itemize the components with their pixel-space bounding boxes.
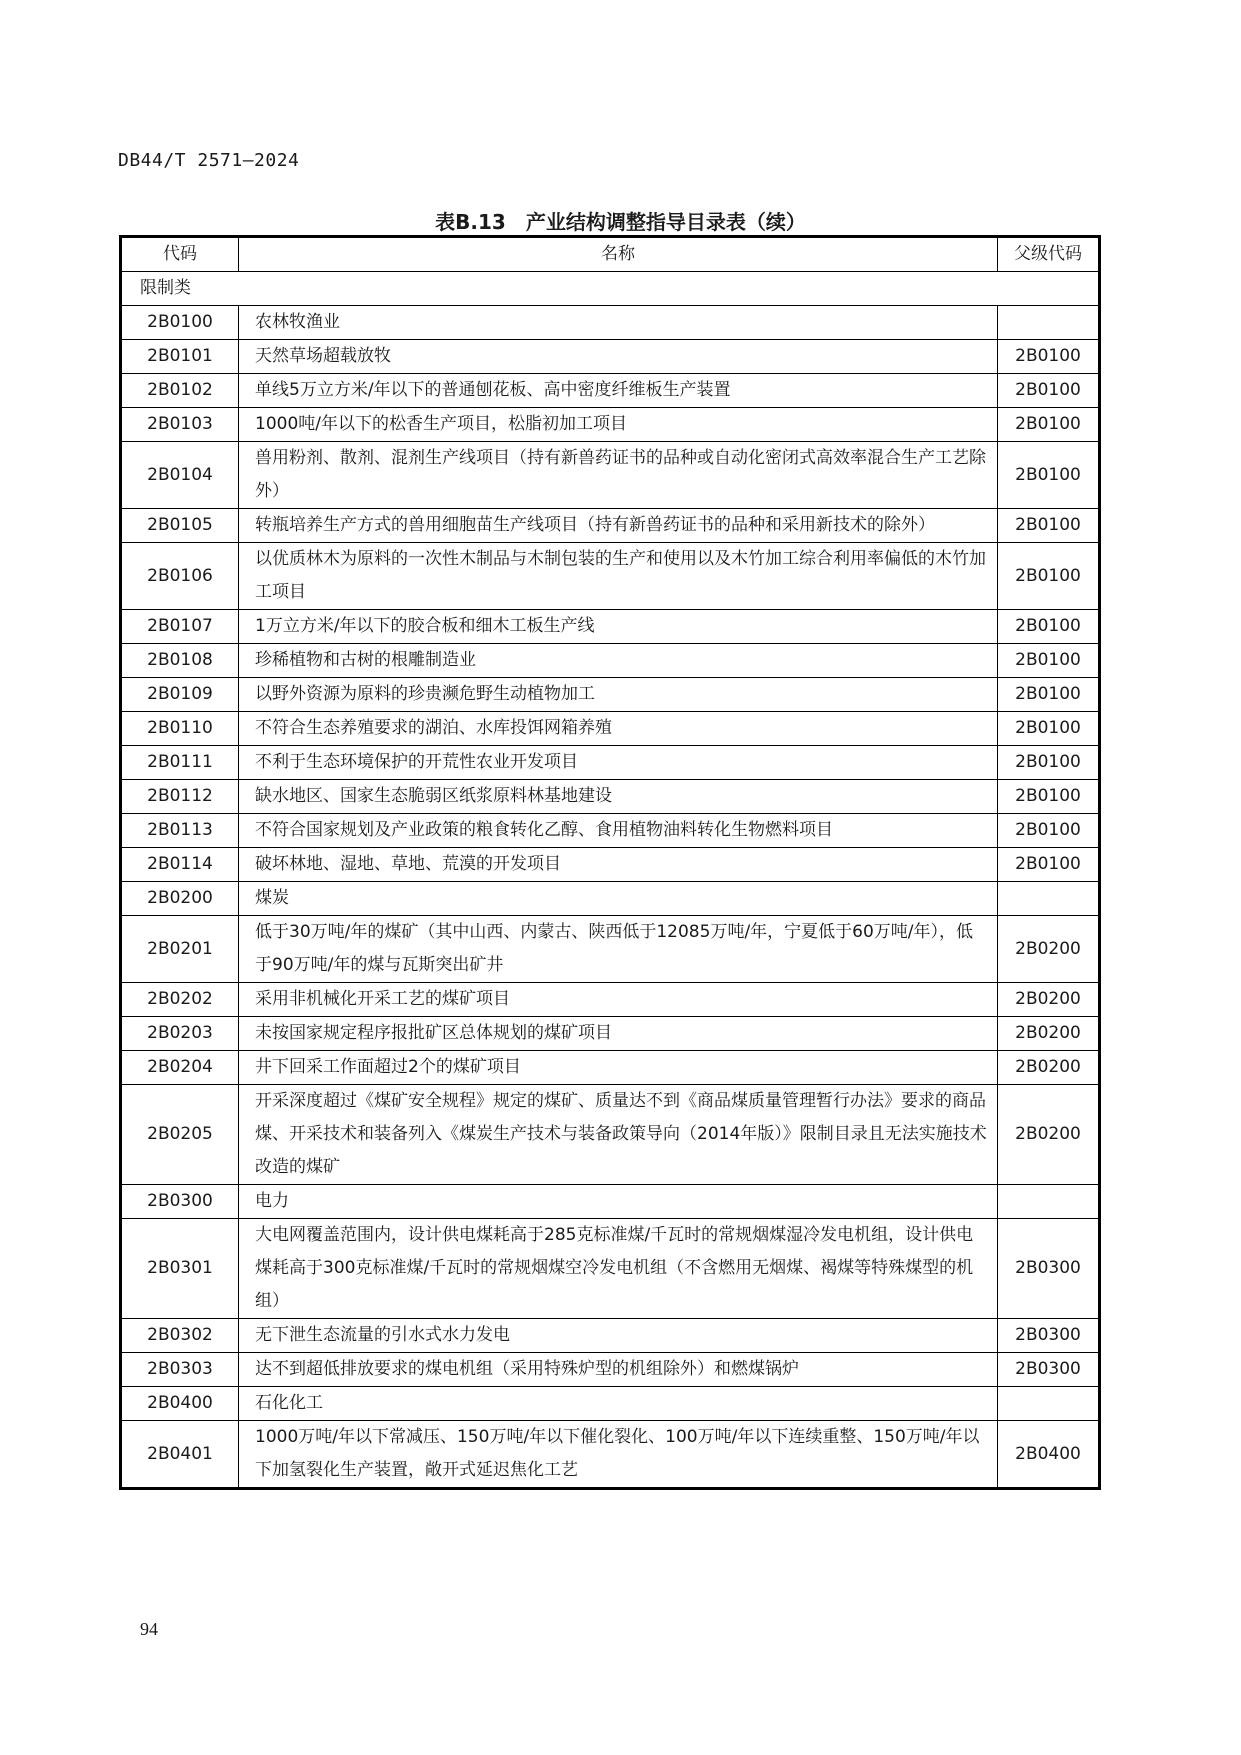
- category-row: [121, 272, 1100, 306]
- row-name: 破坏林地、湿地、草地、荒漠的开发项目: [239, 848, 998, 882]
- row-code: 2B0103: [121, 408, 239, 442]
- row-parent-code: 2B0100: [998, 780, 1100, 814]
- table-row: [121, 1353, 1100, 1387]
- table-row: [121, 610, 1100, 644]
- row-name: 转瓶培养生产方式的兽用细胞苗生产线项目（持有新兽药证书的品种和采用新技术的除外）: [239, 509, 998, 543]
- row-name: 1万立方米/年以下的胶合板和细木工板生产线: [239, 610, 998, 644]
- row-parent-code: 2B0200: [998, 1017, 1100, 1051]
- row-code: 2B0113: [121, 814, 239, 848]
- table-row: [121, 780, 1100, 814]
- table-row: [121, 746, 1100, 780]
- row-name: 不符合国家规划及产业政策的粮食转化乙醇、食用植物油料转化生物燃料项目: [239, 814, 998, 848]
- row-code: 2B0105: [121, 509, 239, 543]
- table-row: [121, 644, 1100, 678]
- row-parent-code: 2B0100: [998, 610, 1100, 644]
- row-code: 2B0401: [121, 1421, 239, 1489]
- row-parent-code: 2B0300: [998, 1353, 1100, 1387]
- row-code: 2B0300: [121, 1185, 239, 1219]
- row-name: 开采深度超过《煤矿安全规程》规定的煤矿、质量达不到《商品煤质量管理暂行办法》要求的商品煤、开采技术和装备列入《煤炭生产技术与装备政策导向（2014年版）》限制目录且无法实施技术改造的煤矿: [239, 1085, 998, 1185]
- row-code: 2B0107: [121, 610, 239, 644]
- table-row: [121, 1017, 1100, 1051]
- row-parent-code: 2B0200: [998, 1051, 1100, 1085]
- row-parent-code: 2B0100: [998, 848, 1100, 882]
- table-row: [121, 848, 1100, 882]
- table-row: [121, 1085, 1100, 1185]
- row-parent-code: [998, 306, 1100, 340]
- row-parent-code: 2B0100: [998, 408, 1100, 442]
- row-parent-code: 2B0200: [998, 1085, 1100, 1185]
- row-code: 2B0102: [121, 374, 239, 408]
- row-code: 2B0111: [121, 746, 239, 780]
- row-parent-code: 2B0100: [998, 814, 1100, 848]
- table-row: [121, 374, 1100, 408]
- row-parent-code: 2B0100: [998, 712, 1100, 746]
- row-parent-code: 2B0400: [998, 1421, 1100, 1489]
- row-name: 未按国家规定程序报批矿区总体规划的煤矿项目: [239, 1017, 998, 1051]
- row-parent-code: 2B0100: [998, 340, 1100, 374]
- table-row: [121, 1421, 1100, 1489]
- table-row: [121, 1387, 1100, 1421]
- row-name: 大电网覆盖范围内，设计供电煤耗高于285克标准煤/千瓦时的常规烟煤湿冷发电机组，设计供电煤耗高于300克标准煤/千瓦时的常规烟煤空冷发电机组（不含燃用无烟煤、褐煤等特殊煤型的机组）: [239, 1219, 998, 1319]
- table-row: [121, 1051, 1100, 1085]
- row-code: 2B0114: [121, 848, 239, 882]
- table-row: [121, 712, 1100, 746]
- row-parent-code: 2B0100: [998, 678, 1100, 712]
- column-header-code: 代码: [121, 237, 239, 272]
- row-code: 2B0303: [121, 1353, 239, 1387]
- row-parent-code: 2B0300: [998, 1219, 1100, 1319]
- table-row: [121, 916, 1100, 983]
- row-parent-code: 2B0200: [998, 916, 1100, 983]
- row-name: 兽用粉剂、散剂、混剂生产线项目（持有新兽药证书的品种或自动化密闭式高效率混合生产工艺除外）: [239, 442, 998, 509]
- page-number: 94: [140, 1619, 158, 1639]
- row-parent-code: 2B0200: [998, 983, 1100, 1017]
- table-row: [121, 1219, 1100, 1319]
- row-parent-code: 2B0300: [998, 1319, 1100, 1353]
- row-parent-code: [998, 1185, 1100, 1219]
- row-name: 不符合生态养殖要求的湖泊、水库投饵网箱养殖: [239, 712, 998, 746]
- row-parent-code: 2B0100: [998, 509, 1100, 543]
- row-name: 以优质林木为原料的一次性木制品与木制包装的生产和使用以及木竹加工综合利用率偏低的木竹加工项目: [239, 543, 998, 610]
- row-code: 2B0109: [121, 678, 239, 712]
- row-code: 2B0203: [121, 1017, 239, 1051]
- row-code: 2B0101: [121, 340, 239, 374]
- row-code: 2B0204: [121, 1051, 239, 1085]
- row-parent-code: 2B0100: [998, 644, 1100, 678]
- row-name: 无下泄生态流量的引水式水力发电: [239, 1319, 998, 1353]
- row-name: 1000吨/年以下的松香生产项目，松脂初加工项目: [239, 408, 998, 442]
- row-name: 以野外资源为原料的珍贵濒危野生动植物加工: [239, 678, 998, 712]
- table-row: [121, 882, 1100, 916]
- row-parent-code: [998, 1387, 1100, 1421]
- row-name: 煤炭: [239, 882, 998, 916]
- row-code: 2B0106: [121, 543, 239, 610]
- row-code: 2B0108: [121, 644, 239, 678]
- row-code: 2B0200: [121, 882, 239, 916]
- row-name: 天然草场超载放牧: [239, 340, 998, 374]
- row-code: 2B0400: [121, 1387, 239, 1421]
- table-title: 表B.13 产业结构调整指导目录表（续）: [435, 210, 806, 234]
- table-row: [121, 340, 1100, 374]
- table-row: [121, 1319, 1100, 1353]
- row-code: 2B0104: [121, 442, 239, 509]
- row-parent-code: [998, 882, 1100, 916]
- document-code: DB44/T 2571—2024: [118, 150, 300, 171]
- row-code: 2B0112: [121, 780, 239, 814]
- row-name: 缺水地区、国家生态脆弱区纸浆原料林基地建设: [239, 780, 998, 814]
- row-parent-code: 2B0100: [998, 374, 1100, 408]
- table-row: [121, 306, 1100, 340]
- table-row: [121, 408, 1100, 442]
- row-code: 2B0202: [121, 983, 239, 1017]
- row-code: 2B0100: [121, 306, 239, 340]
- row-name: 石化化工: [239, 1387, 998, 1421]
- row-code: 2B0110: [121, 712, 239, 746]
- row-code: 2B0201: [121, 916, 239, 983]
- row-name: 采用非机械化开采工艺的煤矿项目: [239, 983, 998, 1017]
- row-parent-code: 2B0100: [998, 543, 1100, 610]
- table-header-row: [121, 237, 1100, 272]
- table-row: [121, 983, 1100, 1017]
- catalog-table: [119, 235, 1101, 1490]
- catalog-table-container: [119, 235, 1101, 1490]
- table-row: [121, 509, 1100, 543]
- row-parent-code: 2B0100: [998, 746, 1100, 780]
- row-code: 2B0205: [121, 1085, 239, 1185]
- row-name: 井下回采工作面超过2个的煤矿项目: [239, 1051, 998, 1085]
- row-name: 电力: [239, 1185, 998, 1219]
- row-name: 单线5万立方米/年以下的普通刨花板、高中密度纤维板生产装置: [239, 374, 998, 408]
- table-row: [121, 442, 1100, 509]
- table-row: [121, 1185, 1100, 1219]
- table-row: [121, 543, 1100, 610]
- row-name: 珍稀植物和古树的根雕制造业: [239, 644, 998, 678]
- table-row: [121, 678, 1100, 712]
- row-name: 达不到超低排放要求的煤电机组（采用特殊炉型的机组除外）和燃煤锅炉: [239, 1353, 998, 1387]
- row-code: 2B0301: [121, 1219, 239, 1319]
- row-code: 2B0302: [121, 1319, 239, 1353]
- row-name: 低于30万吨/年的煤矿（其中山西、内蒙古、陕西低于12085万吨/年，宁夏低于60万吨/年），低于90万吨/年的煤与瓦斯突出矿井: [239, 916, 998, 983]
- column-header-name: 名称: [239, 237, 998, 272]
- row-name: 不利于生态环境保护的开荒性农业开发项目: [239, 746, 998, 780]
- column-header-parent: 父级代码: [998, 237, 1100, 272]
- category-label: 限制类: [121, 272, 1100, 306]
- table-row: [121, 814, 1100, 848]
- row-name: 1000万吨/年以下常减压、150万吨/年以下催化裂化、100万吨/年以下连续重整、150万吨/年以下加氢裂化生产装置，敞开式延迟焦化工艺: [239, 1421, 998, 1489]
- row-parent-code: 2B0100: [998, 442, 1100, 509]
- row-name: 农林牧渔业: [239, 306, 998, 340]
